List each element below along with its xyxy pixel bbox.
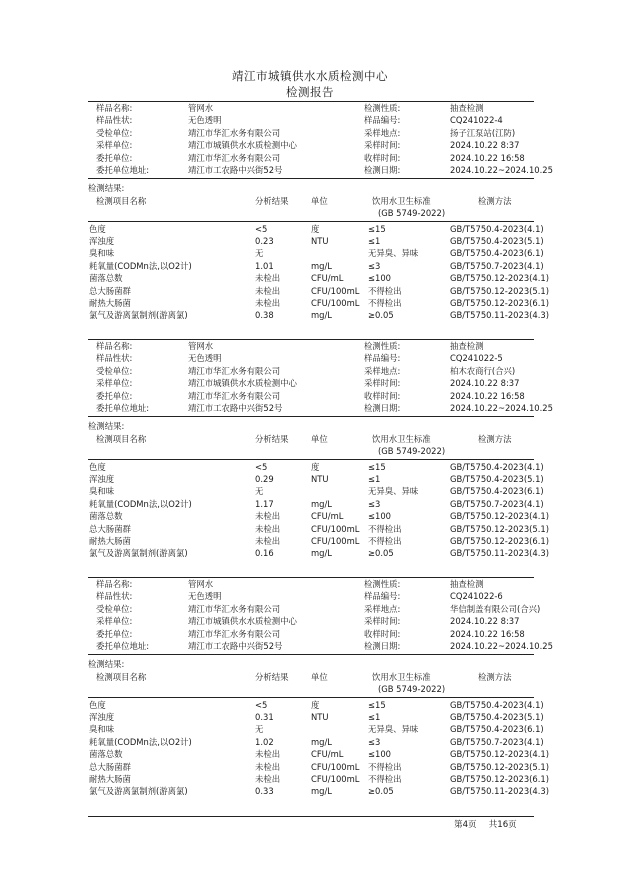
table-row	[88, 485, 544, 497]
result-method: GB/T5750.4-2023(6.1)	[450, 248, 544, 259]
test-property-value: 抽查检测	[450, 341, 484, 351]
table-row	[88, 272, 549, 284]
col-unit-header: 单位	[311, 195, 328, 206]
result-value: <5	[255, 223, 268, 234]
inspected-unit-label: 受检单位:	[96, 603, 133, 614]
standard-gb-row	[88, 207, 534, 219]
result-method: GB/T5750.4-2023(5.1)	[450, 236, 544, 246]
sample-no-label: 样品编号:	[364, 115, 401, 126]
result-item-name: 耐热大肠菌	[89, 298, 131, 308]
client-unit-label: 委托单位:	[96, 628, 133, 639]
result-value: 1.01	[255, 260, 274, 271]
result-unit: NTU	[311, 712, 329, 722]
result-standard: ≥0.05	[368, 786, 394, 797]
sampling-time-label: 采样时间:	[364, 140, 401, 151]
result-value: 无	[255, 486, 264, 497]
result-unit: mg/L	[311, 786, 332, 797]
sample-name-label: 样品名称:	[96, 103, 133, 113]
sampling-time-value: 2024.10.22 8:37	[450, 140, 520, 151]
sample-name-label: 样品名称:	[96, 341, 133, 351]
test-property-value: 抽查检测	[450, 103, 484, 113]
sampling-site-value: 扬子江泵站(江防)	[450, 127, 516, 138]
result-method: GB/T5750.4-2023(4.1)	[450, 223, 544, 234]
receive-time-label: 收样时间:	[364, 628, 401, 639]
info-row-client-address	[88, 164, 553, 176]
sample-property-value: 无色透明	[188, 115, 222, 126]
result-value: 1.17	[255, 498, 274, 509]
results-header	[88, 671, 534, 683]
sampling-site-label: 采样地点:	[364, 603, 401, 614]
result-item-name: 耗氧量(CODMn法,以O2计)	[89, 736, 192, 747]
result-unit: mg/L	[311, 736, 332, 747]
test-property-label: 检测性质:	[364, 103, 401, 113]
result-unit: 度	[311, 223, 320, 234]
table-row	[88, 260, 544, 272]
receive-time-value: 2024.10.22 16:58	[450, 628, 525, 639]
sampling-unit-value: 靖江市城镇供水水质检测中心	[188, 140, 297, 151]
section-rule	[88, 816, 534, 817]
sampling-site-value: 华信制盖有限公司(合兴)	[450, 603, 541, 614]
sample-name-label: 样品名称:	[96, 579, 133, 589]
info-row-client-unit	[88, 152, 534, 164]
section-rule	[88, 697, 534, 698]
table-row	[88, 498, 544, 510]
sampling-site-label: 采样地点:	[364, 365, 401, 376]
sample-name-value: 管网水	[188, 341, 214, 351]
result-item-name: 总大肠菌群	[89, 523, 131, 534]
client-address-label: 委托单位地址:	[96, 641, 150, 651]
result-value: 无	[255, 724, 264, 735]
result-method: GB/T5750.4-2023(5.1)	[450, 474, 544, 484]
inspected-unit-value: 靖江市华汇水务有限公司	[188, 365, 281, 376]
result-item-name: 臭和味	[89, 724, 115, 735]
result-standard: ≤1	[368, 236, 381, 246]
result-item-name: 浑浊度	[89, 236, 115, 246]
section-rule	[88, 459, 534, 460]
col-standard-header: 饮用水卫生标准	[372, 671, 431, 682]
table-row	[88, 761, 549, 773]
result-standard: ≤100	[368, 273, 392, 284]
result-unit: CFU/mL	[311, 511, 344, 522]
test-property-value: 抽查检测	[450, 579, 484, 589]
sample-property-label: 样品性状:	[96, 591, 133, 602]
result-unit: CFU/100mL	[311, 523, 360, 534]
result-unit: CFU/mL	[311, 749, 344, 760]
result-item-name: 氯气及游离氯制剂(游离氯)	[89, 548, 188, 559]
test-date-value: 2024.10.22~2024.10.25	[450, 165, 553, 175]
result-unit: mg/L	[311, 498, 332, 509]
info-row-sample-name	[88, 102, 534, 114]
result-value: 1.02	[255, 736, 274, 747]
result-method: GB/T5750.12-2023(5.1)	[450, 523, 549, 534]
result-standard: ≥0.05	[368, 310, 394, 321]
table-row	[88, 711, 544, 723]
col-result-header: 分析结果	[255, 671, 289, 682]
result-standard: ≤15	[368, 699, 386, 710]
sampling-unit-value: 靖江市城镇供水水质检测中心	[188, 378, 297, 389]
result-standard: 不得检出	[368, 523, 402, 534]
sample-no-value: CQ241022-5	[450, 353, 503, 364]
sampling-time-label: 采样时间:	[364, 616, 401, 627]
sample-no-value: CQ241022-6	[450, 591, 503, 602]
info-row-sample-name	[88, 578, 534, 590]
result-item-name: 菌落总数	[89, 273, 123, 284]
result-method: GB/T5750.11-2023(4.3)	[450, 310, 549, 321]
result-method: GB/T5750.4-2023(5.1)	[450, 712, 544, 722]
col-method-header: 检测方法	[478, 433, 512, 444]
sample-property-label: 样品性状:	[96, 353, 133, 364]
table-row	[88, 309, 549, 321]
result-value: <5	[255, 699, 268, 710]
result-standard: 不得检出	[368, 761, 402, 772]
col-standard-header: 饮用水卫生标准	[372, 195, 431, 206]
result-value: 0.16	[255, 548, 274, 559]
inspected-unit-label: 受检单位:	[96, 127, 133, 138]
info-row-client-unit	[88, 390, 534, 402]
results-label: 检测结果:	[88, 659, 125, 670]
result-standard: 无异臭、异味	[368, 248, 419, 259]
result-item-name: 总大肠菌群	[89, 761, 131, 772]
sampling-time-value: 2024.10.22 8:37	[450, 616, 520, 627]
col-unit-header: 单位	[311, 671, 328, 682]
result-method: GB/T5750.12-2023(5.1)	[450, 285, 549, 296]
result-item-name: 耗氧量(CODMn法,以O2计)	[89, 498, 192, 509]
results-label: 检测结果:	[88, 421, 125, 432]
result-standard: ≤1	[368, 474, 381, 484]
result-unit: mg/L	[311, 260, 332, 271]
report-title: 靖江市城镇供水水质检测中心	[232, 69, 388, 83]
sample-property-label: 样品性状:	[96, 115, 133, 126]
results-header	[88, 433, 534, 445]
table-row	[88, 247, 544, 259]
result-item-name: 耐热大肠菌	[89, 774, 131, 784]
info-row-sample-property	[88, 114, 534, 126]
result-unit: NTU	[311, 474, 329, 484]
results-header	[88, 195, 534, 207]
result-value: 未检出	[255, 536, 281, 546]
test-date-label: 检测日期:	[364, 641, 401, 651]
result-unit: CFU/100mL	[311, 285, 360, 296]
col-item-header: 检测项目名称	[96, 671, 147, 682]
result-method: GB/T5750.7-2023(4.1)	[450, 260, 544, 271]
result-standard: ≤1	[368, 712, 381, 722]
table-row	[88, 510, 549, 522]
result-unit: CFU/mL	[311, 273, 344, 284]
result-item-name: 耐热大肠菌	[89, 536, 131, 546]
client-address-value: 靖江市工农路中兴街52号	[188, 165, 283, 175]
result-value: 0.31	[255, 712, 274, 722]
col-result-header: 分析结果	[255, 195, 289, 206]
result-value: 未检出	[255, 523, 281, 534]
table-row	[88, 523, 549, 535]
section-rule	[88, 416, 534, 417]
result-unit: 度	[311, 461, 320, 472]
col-standard-gb: (GB 5749-2022)	[378, 684, 446, 695]
col-method-header: 检测方法	[478, 195, 512, 206]
result-method: GB/T5750.12-2023(4.1)	[450, 273, 549, 284]
result-standard: ≤3	[368, 260, 381, 271]
col-unit-header: 单位	[311, 433, 328, 444]
info-row-sample-name	[88, 340, 534, 352]
receive-time-value: 2024.10.22 16:58	[450, 390, 525, 401]
result-method: GB/T5750.12-2023(6.1)	[450, 774, 549, 784]
client-unit-value: 靖江市华汇水务有限公司	[188, 390, 281, 401]
result-unit: mg/L	[311, 548, 332, 559]
table-row	[88, 535, 549, 547]
result-method: GB/T5750.4-2023(6.1)	[450, 724, 544, 735]
table-row	[88, 297, 549, 309]
result-standard: 无异臭、异味	[368, 486, 419, 497]
table-row	[88, 785, 549, 797]
sampling-time-value: 2024.10.22 8:37	[450, 378, 520, 389]
info-row-client-unit	[88, 628, 534, 640]
test-date-label: 检测日期:	[364, 165, 401, 175]
inspected-unit-value: 靖江市华汇水务有限公司	[188, 127, 281, 138]
test-property-label: 检测性质:	[364, 341, 401, 351]
result-value: 未检出	[255, 285, 281, 296]
result-value: 0.29	[255, 474, 274, 484]
result-item-name: 臭和味	[89, 248, 115, 259]
sampling-unit-label: 采样单位:	[96, 616, 133, 627]
inspected-unit-label: 受检单位:	[96, 365, 133, 376]
result-unit: 度	[311, 699, 320, 710]
inspected-unit-value: 靖江市华汇水务有限公司	[188, 603, 281, 614]
client-unit-label: 委托单位:	[96, 152, 133, 163]
result-item-name: 色度	[89, 699, 106, 710]
result-method: GB/T5750.4-2023(4.1)	[450, 699, 544, 710]
result-method: GB/T5750.12-2023(4.1)	[450, 511, 549, 522]
result-standard: ≤100	[368, 749, 392, 760]
result-standard: ≤15	[368, 461, 386, 472]
col-item-header: 检测项目名称	[96, 433, 147, 444]
sampling-time-label: 采样时间:	[364, 378, 401, 389]
result-method: GB/T5750.7-2023(4.1)	[450, 498, 544, 509]
result-unit: CFU/100mL	[311, 774, 360, 784]
col-item-header: 检测项目名称	[96, 195, 147, 206]
result-unit: CFU/100mL	[311, 298, 360, 308]
report-subtitle: 检测报告	[286, 85, 334, 99]
sampling-site-value: 柏木农商行(合兴)	[450, 365, 516, 376]
table-row	[88, 473, 544, 485]
sample-no-value: CQ241022-4	[450, 115, 503, 126]
info-row-inspected-unit	[88, 127, 534, 139]
info-row-sample-property	[88, 352, 534, 364]
table-row	[88, 699, 544, 711]
result-item-name: 总大肠菌群	[89, 285, 131, 296]
result-unit: CFU/100mL	[311, 536, 360, 546]
standard-gb-row	[88, 445, 534, 457]
result-unit: mg/L	[311, 310, 332, 321]
sampling-unit-label: 采样单位:	[96, 378, 133, 389]
result-item-name: 菌落总数	[89, 749, 123, 760]
sampling-unit-label: 采样单位:	[96, 140, 133, 151]
page-indicator	[454, 818, 529, 830]
client-unit-value: 靖江市华汇水务有限公司	[188, 152, 281, 163]
table-row	[88, 547, 549, 559]
table-row	[88, 223, 544, 235]
info-row-sample-property	[88, 590, 534, 602]
result-value: 未检出	[255, 761, 281, 772]
result-standard: ≤3	[368, 498, 381, 509]
client-unit-value: 靖江市华汇水务有限公司	[188, 628, 281, 639]
result-method: GB/T5750.7-2023(4.1)	[450, 736, 544, 747]
result-standard: 不得检出	[368, 774, 402, 784]
sample-name-value: 管网水	[188, 103, 214, 113]
receive-time-value: 2024.10.22 16:58	[450, 152, 525, 163]
table-row	[88, 773, 549, 785]
page-number: 第4页	[454, 820, 477, 830]
result-value: 未检出	[255, 749, 281, 760]
result-standard: 不得检出	[368, 298, 402, 308]
table-row	[88, 235, 544, 247]
table-row	[88, 285, 549, 297]
info-row-client-address	[88, 640, 553, 652]
result-unit: CFU/100mL	[311, 761, 360, 772]
client-address-label: 委托单位地址:	[96, 403, 150, 413]
receive-time-label: 收样时间:	[364, 152, 401, 163]
result-value: 0.23	[255, 236, 274, 246]
result-standard: ≥0.05	[368, 548, 394, 559]
result-item-name: 浑浊度	[89, 474, 115, 484]
page-total: 共16页	[488, 820, 517, 830]
result-item-name: 氯气及游离氯制剂(游离氯)	[89, 786, 188, 797]
result-value: <5	[255, 461, 268, 472]
result-method: GB/T5750.11-2023(4.3)	[450, 786, 549, 797]
result-method: GB/T5750.4-2023(6.1)	[450, 486, 544, 497]
result-item-name: 氯气及游离氯制剂(游离氯)	[89, 310, 188, 321]
section-rule	[88, 654, 534, 655]
section-rule	[88, 178, 534, 179]
result-item-name: 臭和味	[89, 486, 115, 497]
result-method: GB/T5750.12-2023(6.1)	[450, 298, 549, 308]
table-row	[88, 736, 544, 748]
info-row-inspected-unit	[88, 365, 534, 377]
result-method: GB/T5750.4-2023(4.1)	[450, 461, 544, 472]
table-row	[88, 461, 544, 473]
result-item-name: 浑浊度	[89, 712, 115, 722]
info-row-inspected-unit	[88, 603, 541, 615]
table-row	[88, 748, 549, 760]
result-value: 0.33	[255, 786, 274, 797]
result-item-name: 菌落总数	[89, 511, 123, 522]
client-address-value: 靖江市工农路中兴街52号	[188, 403, 283, 413]
test-date-value: 2024.10.22~2024.10.25	[450, 641, 553, 651]
result-standard: 不得检出	[368, 536, 402, 546]
test-property-label: 检测性质:	[364, 579, 401, 589]
info-row-sampling-unit	[88, 377, 534, 389]
table-row	[88, 723, 544, 735]
result-value: 未检出	[255, 273, 281, 284]
client-unit-label: 委托单位:	[96, 390, 133, 401]
col-standard-gb: (GB 5749-2022)	[378, 446, 446, 457]
sample-name-value: 管网水	[188, 579, 214, 589]
result-standard: 无异臭、异味	[368, 724, 419, 735]
result-value: 未检出	[255, 774, 281, 784]
result-method: GB/T5750.12-2023(4.1)	[450, 749, 549, 760]
client-address-value: 靖江市工农路中兴街52号	[188, 641, 283, 651]
sampling-site-label: 采样地点:	[364, 127, 401, 138]
result-unit: NTU	[311, 236, 329, 246]
section-rule	[88, 221, 534, 222]
result-value: 未检出	[255, 298, 281, 308]
result-standard: ≤15	[368, 223, 386, 234]
test-date-label: 检测日期:	[364, 403, 401, 413]
sample-property-value: 无色透明	[188, 591, 222, 602]
result-item-name: 耗氧量(CODMn法,以O2计)	[89, 260, 192, 271]
info-row-sampling-unit	[88, 615, 534, 627]
result-standard: ≤100	[368, 511, 392, 522]
results-label: 检测结果:	[88, 183, 125, 194]
sample-no-label: 样品编号:	[364, 591, 401, 602]
result-value: 无	[255, 248, 264, 259]
info-row-client-address	[88, 402, 553, 414]
sample-no-label: 样品编号:	[364, 353, 401, 364]
sampling-unit-value: 靖江市城镇供水水质检测中心	[188, 616, 297, 627]
result-method: GB/T5750.11-2023(4.3)	[450, 548, 549, 559]
client-address-label: 委托单位地址:	[96, 165, 150, 175]
info-row-sampling-unit	[88, 139, 534, 151]
standard-gb-row	[88, 683, 534, 695]
result-method: GB/T5750.12-2023(5.1)	[450, 761, 549, 772]
col-standard-gb: (GB 5749-2022)	[378, 208, 446, 219]
result-item-name: 色度	[89, 461, 106, 472]
test-date-value: 2024.10.22~2024.10.25	[450, 403, 553, 413]
result-method: GB/T5750.12-2023(6.1)	[450, 536, 549, 546]
receive-time-label: 收样时间:	[364, 390, 401, 401]
sample-property-value: 无色透明	[188, 353, 222, 364]
result-standard: 不得检出	[368, 285, 402, 296]
result-item-name: 色度	[89, 223, 106, 234]
col-result-header: 分析结果	[255, 433, 289, 444]
result-standard: ≤3	[368, 736, 381, 747]
result-value: 未检出	[255, 511, 281, 522]
result-value: 0.38	[255, 310, 274, 321]
col-standard-header: 饮用水卫生标准	[372, 433, 431, 444]
col-method-header: 检测方法	[478, 671, 512, 682]
